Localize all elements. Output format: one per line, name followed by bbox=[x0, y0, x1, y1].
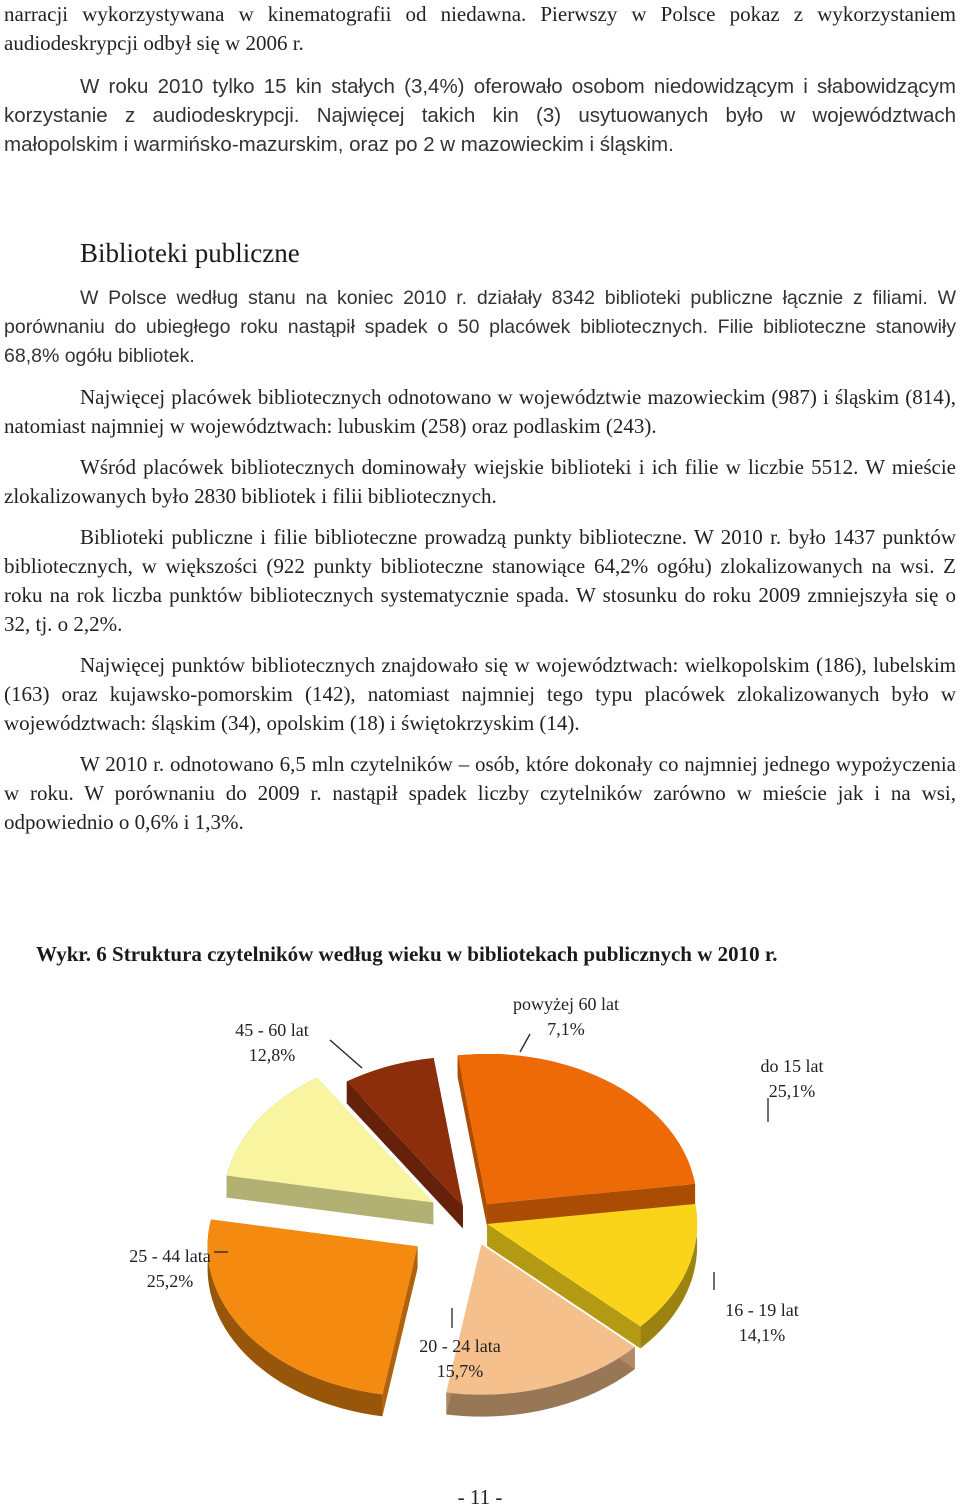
slice-label: 16 - 19 lat bbox=[725, 1300, 799, 1320]
slice-value-label: 7,1% bbox=[547, 1019, 585, 1039]
leader-line bbox=[330, 1040, 362, 1068]
section-body bbox=[4, 284, 956, 837]
slice-value-label: 14,1% bbox=[738, 1325, 786, 1345]
paragraph: W 2010 r. odnotowano 6,5 mln czytelników – osób, które dokonały co najmniej jednego wypożyczenia w roku. W porównaniu do 2009 r. nastąpił spadek liczby czytelników zarówno w mieście jak i na wsi, odpowiednio o 0,6% i 1,3%. bbox=[4, 752, 956, 834]
slice-value-label: 25,1% bbox=[768, 1081, 816, 1101]
paragraph: W Polsce według stanu na koniec 2010 r. działały 8342 biblioteki publiczne łącznie z filiami. W porównaniu do ubiegłego roku nastąpił spadek o 50 placówek bibliotecznych. Filie biblioteczne stanowiły 68,8% ogółu bibliotek. bbox=[4, 287, 956, 367]
paragraph: Biblioteki publiczne i filie biblioteczne prowadzą punkty biblioteczne. W 2010 r. było 1437 punktów bibliotecznych, w większości (922 punkty biblioteczne stanowiące 64,2% ogółu) zlokalizowanych na wsi. Z roku na rok liczba punktów bibliotecznych systematycznie spada. W stosunku do roku 2009 zmniejszyła się o 32, tj. o 2,2%. bbox=[4, 525, 956, 636]
figure-caption: Wykr. 6 Struktura czytelników według wieku w bibliotekach publicznych w 2010 r. bbox=[36, 942, 778, 966]
slice-label: powyżej 60 lat bbox=[513, 994, 619, 1014]
paragraph: Najwięcej placówek bibliotecznych odnotowano w województwie mazowieckim (987) i śląskim (814), natomiast najmniej w województwach: lubuskim (258) oraz podlaskim (243). bbox=[4, 385, 956, 438]
paragraph: Najwięcej punktów bibliotecznych znajdowało się w województwach: wielkopolskim (186), lubelskim (163) oraz kujawsko-pomorskim (142), natomiast najmniej tego typu placówek zlokalizowanych było w województwach: śląskim (34), opolskim (18) i świętokrzyskim (14). bbox=[4, 653, 956, 735]
paragraph: Wśród placówek bibliotecznych dominowały wiejskie biblioteki i ich filie w liczbie 5512. W mieście zlokalizowanych było 2830 bibliotek i filii bibliotecznych. bbox=[4, 455, 956, 508]
leader-line bbox=[520, 1034, 530, 1052]
pie-slice bbox=[208, 1219, 418, 1416]
pie-chart bbox=[0, 980, 960, 1460]
page-number: - 11 - bbox=[457, 1485, 503, 1509]
slice-value-label: 12,8% bbox=[248, 1045, 296, 1065]
slice-label: 20 - 24 lata bbox=[419, 1336, 501, 1356]
top-text-block bbox=[4, 0, 956, 159]
slice-value-label: 25,2% bbox=[146, 1271, 194, 1291]
slice-label: do 15 lat bbox=[760, 1056, 824, 1076]
pie-slice bbox=[458, 1054, 695, 1226]
paragraph: narracji wykorzystywana w kinematografii od niedawna. Pierwszy w Polsce pokaz z wykorzystaniem audiodeskrypcji odbył się w 2006 r. bbox=[4, 2, 956, 55]
paragraph: W roku 2010 tylko 15 kin stałych (3,4%) oferowało osobom niedowidzącym i słabowidzącym korzystanie z audiodeskrypcji. Najwięcej takich kin (3) usytuowanych było w województwach małopolskim i warmińsko-mazurskim, oraz po 2 w mazowieckim i śląskim. bbox=[4, 75, 956, 156]
slice-label: 25 - 44 lata bbox=[129, 1246, 211, 1266]
pie-slice-top bbox=[458, 1054, 695, 1204]
slice-value-label: 15,7% bbox=[436, 1361, 484, 1381]
slice-label: 45 - 60 lat bbox=[235, 1020, 309, 1040]
section-title: Biblioteki publiczne bbox=[80, 238, 300, 268]
pie-slice-top bbox=[208, 1219, 418, 1394]
